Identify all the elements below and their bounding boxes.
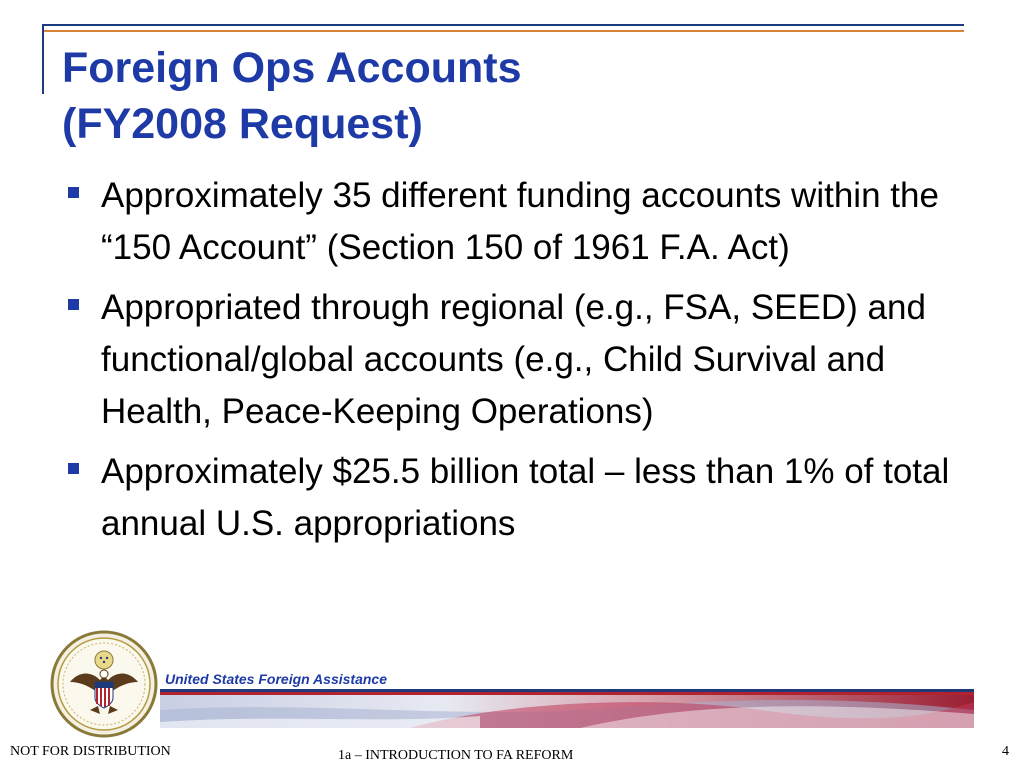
bullet-list	[62, 170, 982, 558]
banner-label: United States Foreign Assistance	[165, 671, 387, 687]
banner-rule-red	[160, 692, 974, 695]
bullet-text: Approximately 35 different funding accounts within the “150 Account” (Section 150 of 1961 F.A. Act)	[101, 176, 939, 267]
slide-title	[62, 40, 522, 152]
footer-distribution-note: NOT FOR DISTRIBUTION	[10, 744, 171, 759]
top-frame-line-blue	[42, 24, 964, 26]
slide-title-line2: (FY2008 Request)	[62, 100, 423, 148]
square-bullet-icon	[68, 299, 79, 310]
top-frame-line-orange	[42, 30, 964, 32]
bullet-item	[62, 170, 982, 274]
page-number: 4	[1002, 744, 1009, 759]
square-bullet-icon	[68, 187, 79, 198]
bullet-text: Appropriated through regional (e.g., FSA, SEED) and functional/global accounts (e.g., Child Survival and Health, Peace-Keeping Operations)	[101, 288, 926, 431]
square-bullet-icon	[68, 463, 79, 474]
bullet-item	[62, 446, 982, 550]
bullet-text: Approximately $25.5 billion total – less than 1% of total annual U.S. appropriations	[101, 452, 950, 543]
slide-title-line1: Foreign Ops Accounts	[62, 44, 522, 92]
footer-section-title: 1a – INTRODUCTION TO FA REFORM	[338, 748, 574, 763]
bullet-item	[62, 282, 982, 438]
left-frame-line	[42, 24, 44, 94]
great-seal-icon	[50, 630, 158, 738]
